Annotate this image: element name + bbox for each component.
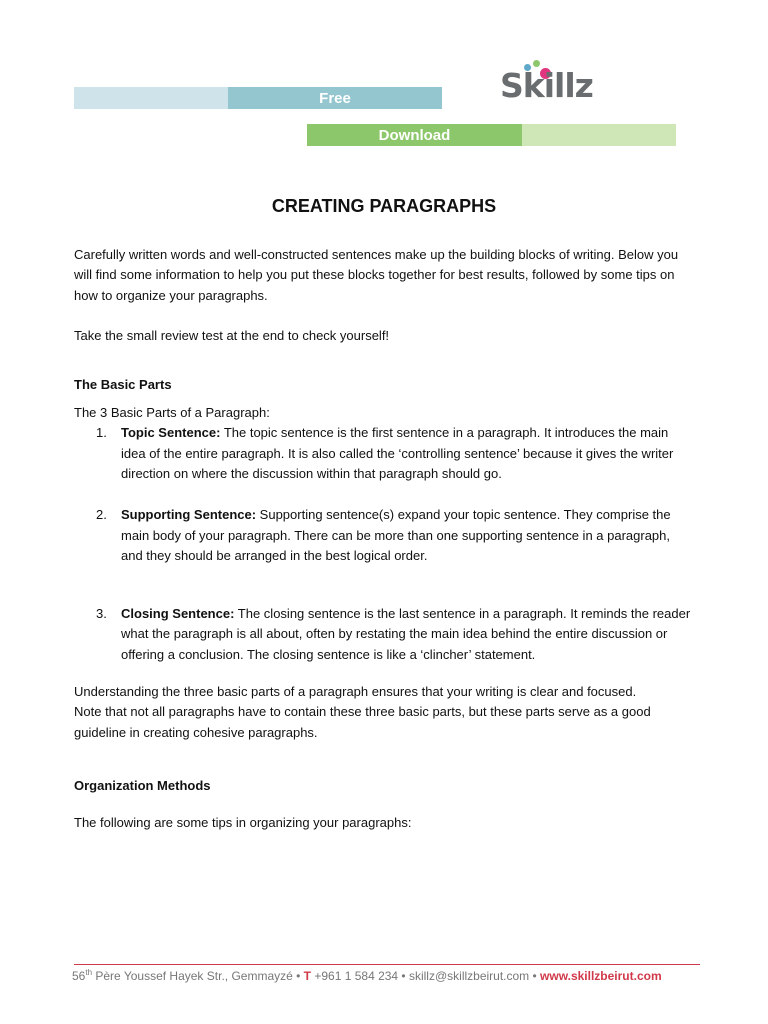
document-body bbox=[74, 196, 694, 833]
organization-heading: Organization Methods bbox=[74, 778, 211, 794]
page-title: CREATING PARAGRAPHS bbox=[271, 196, 497, 216]
list-item bbox=[74, 505, 694, 567]
footer-divider bbox=[74, 964, 700, 965]
list-number: 1. bbox=[96, 425, 107, 441]
part-text: The closing sentence is the last sentence in a paragraph. It reminds the reader what the paragraph is all about, often by restating the main idea behind the entire discussion or offering a conclusion. The closing sentence is like a ‘clincher’ statement. bbox=[121, 605, 691, 662]
skillz-logo bbox=[500, 60, 600, 106]
part-text: The topic sentence is the first sentence in a paragraph. It introduces the main idea of the entire paragraph. It is also called the ‘controlling sentence’ because it gives the writer direction on where the discussion within that paragraph should go. bbox=[121, 425, 674, 482]
free-banner-light bbox=[74, 87, 228, 109]
intro-paragraph: Carefully written words and well-constructed sentences make up the building blocks of writing. Below you will find some information to help you put these blocks together for best results, followed by some tips on how to organize your paragraphs. bbox=[74, 246, 679, 303]
download-label[interactable]: Download bbox=[307, 124, 522, 146]
basic-parts-heading: The Basic Parts bbox=[74, 376, 172, 392]
part-label: Closing Sentence: bbox=[121, 605, 235, 621]
part-label: Supporting Sentence: bbox=[121, 506, 257, 522]
list-number: 3. bbox=[96, 605, 107, 621]
parts-lead: The 3 Basic Parts of a Paragraph: bbox=[74, 404, 270, 420]
part-label: Topic Sentence: bbox=[121, 425, 221, 441]
page-footer bbox=[72, 968, 712, 983]
footer-ordinal: th bbox=[85, 968, 93, 977]
footer-address: Père Youssef Hayek Str., Gemmayzé • bbox=[92, 969, 304, 983]
logo-text: Skillz bbox=[500, 66, 593, 105]
part-text: Supporting sentence(s) expand your topic sentence. They comprise the main body of your paragraph. There can be more than one supporting sentence in a paragraph, and they should be arranged in the best logical order. bbox=[121, 506, 671, 564]
free-banner bbox=[74, 87, 442, 109]
footer-website-link[interactable]: www.skillzbeirut.com bbox=[540, 969, 662, 983]
footer-street-number: 56 bbox=[72, 969, 86, 983]
download-banner-light bbox=[522, 124, 676, 146]
understanding-paragraph: Understanding the three basic parts of a paragraph ensures that your writing is clear and focused. bbox=[74, 683, 637, 699]
list-item bbox=[74, 423, 694, 485]
free-label: Free bbox=[228, 87, 442, 109]
note-paragraph: Note that not all paragraphs have to contain these three basic parts, but these parts serve as a good guideline in creating cohesive paragraphs. bbox=[74, 704, 651, 740]
footer-phone-label: T bbox=[303, 969, 312, 983]
list-item bbox=[74, 604, 694, 666]
organization-lead: The following are some tips in organizing your paragraphs: bbox=[74, 814, 412, 830]
download-banner[interactable] bbox=[307, 124, 676, 146]
list-number: 2. bbox=[96, 506, 107, 522]
footer-contact: +961 1 584 234 • skillz@skillzbeirut.com • bbox=[311, 969, 541, 983]
page-header bbox=[0, 0, 768, 160]
review-note: Take the small review test at the end to check yourself! bbox=[74, 328, 390, 344]
parts-list bbox=[74, 423, 694, 665]
